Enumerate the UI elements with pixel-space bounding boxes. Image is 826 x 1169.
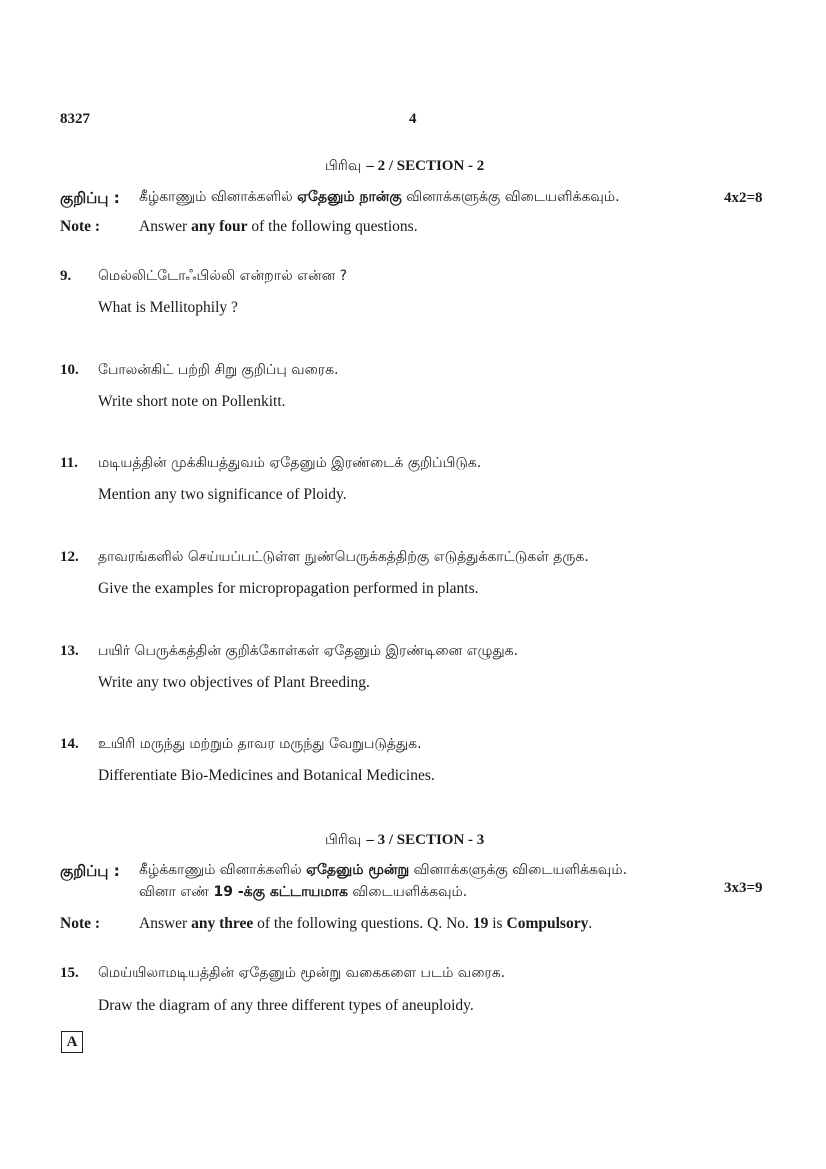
section-3-note-ta-line1 bbox=[139, 862, 627, 880]
section-2-note-en-label: Note : bbox=[60, 218, 101, 235]
question-13-english: Write any two objectives of Plant Breeding. bbox=[98, 674, 370, 691]
question-13-tamil: பயிர் பெருக்கத்தின் குறிக்கோள்கள் ஏதேனும் இரண்டினை எழுதுக. bbox=[98, 643, 519, 659]
question-12-number: 12. bbox=[60, 549, 79, 565]
note-ta-bold: ஏதேனும் நான்கு bbox=[297, 189, 402, 205]
section-3-note-en-label: Note : bbox=[60, 915, 101, 932]
version-box: A bbox=[61, 1031, 83, 1053]
s3-note-ta-bold: ஏதேனும் மூன்று bbox=[306, 862, 410, 878]
note-ta-label: குறிப்பு : bbox=[60, 189, 120, 207]
section-3-heading bbox=[325, 829, 484, 850]
section-3-marks: 3x3=9 bbox=[724, 880, 763, 896]
s3-note-en-end: . bbox=[588, 915, 593, 932]
question-12-english: Give the examples for micropropagation performed in plants. bbox=[98, 580, 479, 597]
s3-note-en-text-2: of the following questions. Q. No. bbox=[257, 915, 469, 932]
question-15-english: Draw the diagram of any three different types of aneuploidy. bbox=[98, 997, 474, 1014]
section-2-heading-en: – 2 / SECTION - 2 bbox=[366, 158, 485, 174]
note-ta-text-1: கீழ்காணும் வினாக்களில் bbox=[139, 189, 293, 205]
question-15-tamil: மெய்யிலாமடியத்தின் ஏதேனும் மூன்று வகைகளை படம் வரைக. bbox=[98, 965, 506, 981]
question-13-number: 13. bbox=[60, 643, 79, 659]
note-en-text-2: of the following questions. bbox=[251, 218, 418, 235]
section-3-note-en bbox=[139, 915, 592, 933]
section-3-note-ta-line2 bbox=[139, 884, 467, 902]
question-10-number: 10. bbox=[60, 362, 79, 378]
note-ta-text-2: வினாக்களுக்கு விடையளிக்கவும். bbox=[406, 189, 620, 205]
question-9-number: 9. bbox=[60, 268, 72, 284]
s3-note-en-text-3: is bbox=[492, 915, 503, 932]
page-number: 4 bbox=[409, 111, 417, 127]
s3-note-ta-text-2: வினாக்களுக்கு விடையளிக்கவும். bbox=[413, 862, 628, 878]
question-10-tamil: போலன்கிட் பற்றி சிறு குறிப்பு வரைக. bbox=[98, 362, 339, 378]
s3-note-en-bold: any three bbox=[191, 915, 254, 932]
question-9-tamil: மெல்லிட்டோஃபில்லி என்றால் என்ன ? bbox=[98, 268, 348, 284]
s3-note-en-qno: 19 bbox=[472, 915, 489, 932]
question-14-number: 14. bbox=[60, 736, 79, 752]
s3-note-ta-line2-bold: 19 -க்கு கட்டாயமாக bbox=[213, 884, 348, 900]
paper-code: 8327 bbox=[60, 111, 90, 127]
s3-note-ta-text-1: கீழ்க்காணும் வினாக்களில் bbox=[139, 862, 302, 878]
s3-note-ta-line2-text-2: விடையளிக்கவும். bbox=[352, 884, 468, 900]
section-2-note-en bbox=[139, 218, 418, 236]
s3-note-en-text-1: Answer bbox=[139, 915, 188, 932]
section-2-heading-ta: பிரிவு bbox=[325, 158, 362, 174]
note-en-text-1: Answer bbox=[139, 218, 188, 235]
question-14-tamil: உயிரி மருந்து மற்றும் தாவர மருந்து வேறுபடுத்துக. bbox=[98, 736, 422, 752]
question-11-tamil: மடியத்தின் முக்கியத்துவம் ஏதேனும் இரண்டைக் குறிப்பிடுக. bbox=[98, 455, 482, 471]
s3-note-ta-line2-text-1: வினா எண் bbox=[139, 884, 210, 900]
question-9-english: What is Mellitophily ? bbox=[98, 299, 238, 316]
question-10-english: Write short note on Pollenkitt. bbox=[98, 393, 286, 410]
section-2-heading bbox=[325, 155, 484, 176]
s3-note-en-compulsory: Compulsory bbox=[506, 915, 589, 932]
note-en-bold: any four bbox=[191, 218, 248, 235]
section-2-marks: 4x2=8 bbox=[724, 190, 763, 206]
question-12-tamil: தாவரங்களில் செய்யப்பட்டுள்ள நுண்பெருக்கத்திற்கு எடுத்துக்காட்டுகள் தருக. bbox=[98, 549, 589, 565]
section-3-heading-en: – 3 / SECTION - 3 bbox=[366, 832, 485, 848]
section-3-note-ta-label: குறிப்பு : bbox=[60, 862, 120, 880]
section-2-note-ta bbox=[60, 188, 120, 209]
question-15-number: 15. bbox=[60, 965, 79, 981]
section-2-note-ta-text bbox=[139, 189, 620, 207]
question-11-english: Mention any two significance of Ploidy. bbox=[98, 486, 347, 503]
question-14-english: Differentiate Bio-Medicines and Botanical Medicines. bbox=[98, 767, 435, 784]
section-3-heading-ta: பிரிவு bbox=[325, 832, 362, 848]
question-11-number: 11. bbox=[60, 455, 78, 471]
